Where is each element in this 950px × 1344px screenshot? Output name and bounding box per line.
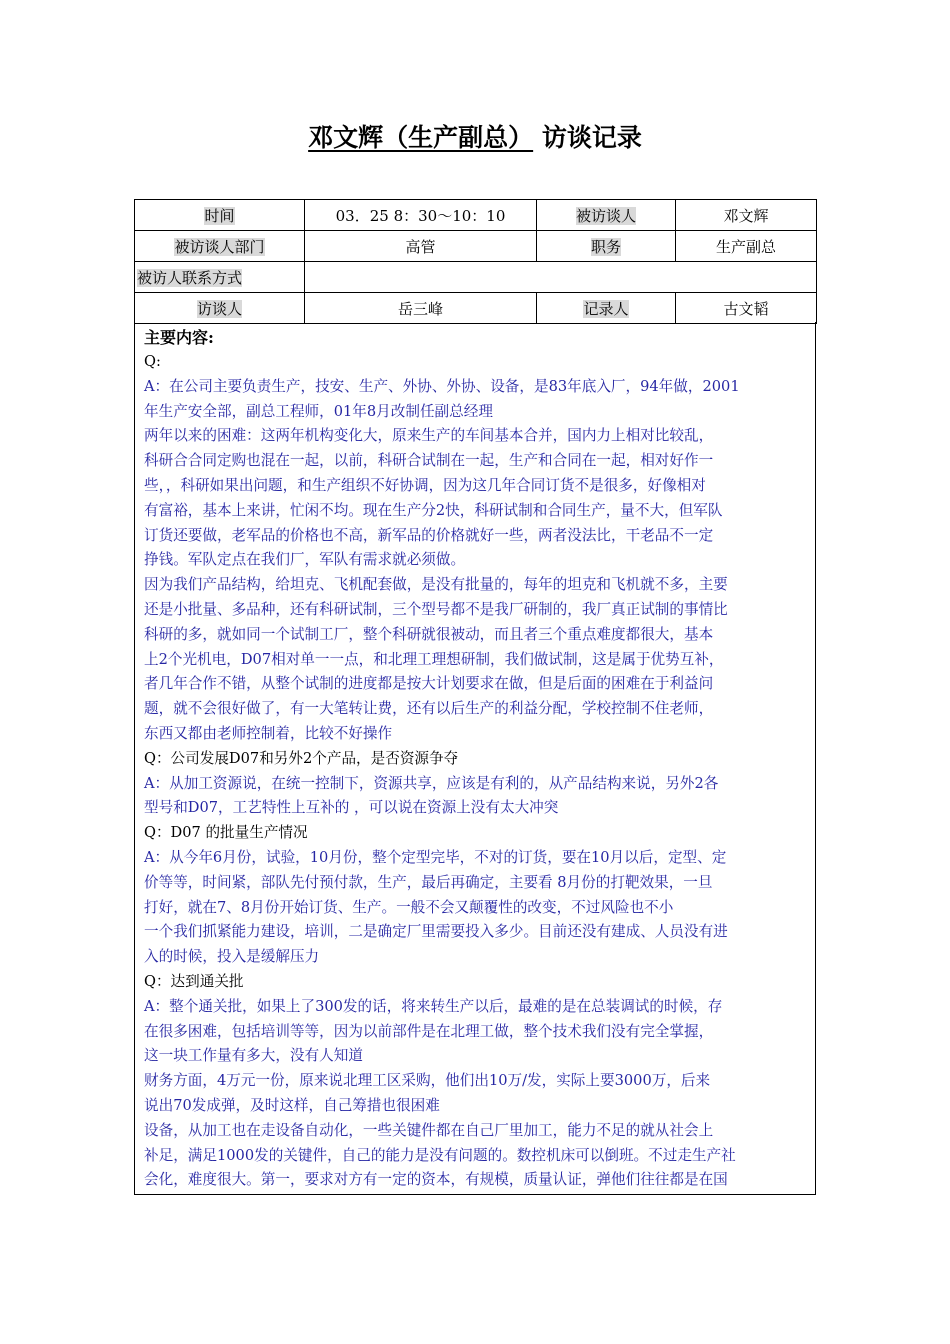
answer-line: 财务方面，4万元一份，原来说北理工区采购，他们出10万/发，实际上要3000万，后来 [144, 1072, 711, 1090]
time-label: 时间 [204, 206, 235, 225]
content-heading: 主要内容: [144, 328, 214, 347]
answer-line: 设备，从加工也在走设备自动化，一些关键件都在自己厂里加工，能力不足的就从社会上 [144, 1121, 714, 1139]
answer-line: 还是小批量、多品种，还有科研试制，三个型号都不是我厂研制的，我厂真正试制的事情比 [144, 600, 728, 618]
title-rest: 访谈记录 [533, 123, 642, 152]
position-label-cell [537, 231, 676, 262]
answer-line: 东西又都由老师控制着，比较不好操作 [144, 724, 393, 742]
info-row-contact [135, 262, 817, 293]
answer-line: A：从今年6月份，试验，10月份，整个定型完毕，不对的订货，要在10月以后，定型、定 [144, 848, 727, 866]
dept-label-cell [135, 231, 305, 262]
question-line: Q：达到通关批 [144, 972, 244, 990]
info-row-interviewer [135, 293, 817, 324]
interview-info-table [134, 199, 817, 324]
interviewer-value: 岳三峰 [305, 293, 537, 324]
interviewee-value: 邓文辉 [676, 200, 817, 231]
info-row-time [135, 200, 817, 231]
question-line: Q: [144, 353, 161, 370]
answer-line: 有富裕，基本上来讲，忙闲不均。现在生产分2快，科研试制和合同生产，量不大，但军队 [144, 501, 723, 519]
answer-line: 在很多困难，包括培训等等，因为以前部件是在北理工做，整个技术我们没有完全掌握， [144, 1022, 714, 1040]
dept-value: 高管 [305, 231, 537, 262]
answer-line: 会化，难度很大。第一，要求对方有一定的资本，有规模，质量认证，弹他们往往都是在国 [144, 1171, 728, 1189]
document-title [0, 118, 950, 154]
position-label: 职务 [590, 237, 621, 256]
answer-line: 因为我们产品结构，给坦克、飞机配套做，是没有批量的，每年的坦克和飞机就不多，主要 [144, 576, 728, 594]
time-value: 03．25 8：30～10：10 [305, 200, 537, 231]
answer-line: 者几年合作不错，从整个试制的进度都是按大计划要求在做，但是后面的困难在于利益问 [144, 675, 714, 693]
answer-line: 题，就不会很好做了，有一大笔转让费，还有以后生产的利益分配，学校控制不住老师， [144, 700, 714, 718]
main-content-cell [134, 322, 816, 1195]
answer-line: A：在公司主要负责生产，技安、生产、外协、外协、设备，是83年底入厂，94年做，2001 [144, 377, 740, 395]
contact-value [305, 262, 817, 293]
answer-line: 挣钱。军队定点在我们厂，军队有需求就必须做。 [144, 551, 466, 569]
answer-line: 上2个光机电，D07相对单一一点，和北理工理想研制，我们做试制，这是属于优势互补， [144, 650, 724, 668]
question-line: Q：公司发展D07和另外2个产品，是否资源争夺 [144, 749, 459, 767]
interviewee-label: 被访谈人 [575, 206, 636, 225]
title-underlined: 邓文辉（生产副总） [308, 123, 534, 152]
content-lines [144, 350, 807, 1193]
interviewer-label: 访谈人 [196, 299, 242, 318]
interviewee-label-cell [537, 200, 676, 231]
answer-line: 型号和D07，工艺特性上互补的 ，可以说在资源上没有太大冲突 [144, 799, 559, 817]
answer-line: 些，，科研如果出问题，和生产组织不好协调，因为这几年合同订货不是很多，好像相对 [144, 476, 706, 494]
time-label-cell [135, 200, 305, 231]
answer-line: 说出70发成弹，及时这样，自己筹措也很困难 [144, 1096, 440, 1114]
answer-line: 科研的多，就如同一个试制工厂，整个科研就很被动，而且者三个重点难度都很大，基本 [144, 625, 714, 643]
position-value: 生产副总 [676, 231, 817, 262]
answer-line: 这一块工作量有多大，没有人知道 [144, 1047, 363, 1065]
contact-label-cell [135, 262, 305, 293]
info-row-dept [135, 231, 817, 262]
answer-line: 订货还要做，老军品的价格也不高，新军品的价格就好一些，两者没法比，干老品不一定 [144, 526, 714, 544]
answer-line: 一个我们抓紧能力建设，培训，二是确定厂里需要投入多少。目前还没有建成、人员没有进 [144, 923, 728, 941]
dept-label: 被访谈人部门 [174, 237, 265, 256]
answer-line: 价等等，时间紧，部队先付预付款，生产，最后再确定，主要看 8月份的打靶效果，一旦 [144, 873, 713, 891]
answer-line: A：整个通关批，如果上了300发的话，将来转生产以后，最难的是在总装调试的时候，存 [144, 997, 723, 1015]
recorder-value: 古文韬 [676, 293, 817, 324]
answer-line: 打好，就在7、8月份开始订货、生产。一般不会又颠覆性的改变，不过风险也不小 [144, 898, 674, 916]
interviewer-label-cell [135, 293, 305, 324]
recorder-label: 记录人 [583, 299, 629, 318]
answer-line: 两年以来的困难：这两年机构变化大，原来生产的车间基本合并，国内力上相对比较乱， [144, 427, 714, 445]
answer-line: 年生产安全部，副总工程师，01年8月改制任副总经理 [144, 402, 493, 420]
question-line: Q：D07 的批量生产情况 [144, 824, 308, 842]
answer-line: 补足，满足1000发的关键件，自己的能力是没有问题的。数控机床可以倒班。不过走生产社 [144, 1146, 736, 1164]
recorder-label-cell [537, 293, 676, 324]
answer-line: 科研合合同定购也混在一起，以前，科研合试制在一起，生产和合同在一起，相对好作一 [144, 452, 714, 470]
answer-line: A：从加工资源说，在统一控制下，资源共享，应该是有利的，从产品结构来说，另外2各 [144, 774, 719, 792]
answer-line: 入的时候，投入是缓解压力 [144, 948, 320, 966]
contact-label: 被访人联系方式 [137, 268, 243, 287]
